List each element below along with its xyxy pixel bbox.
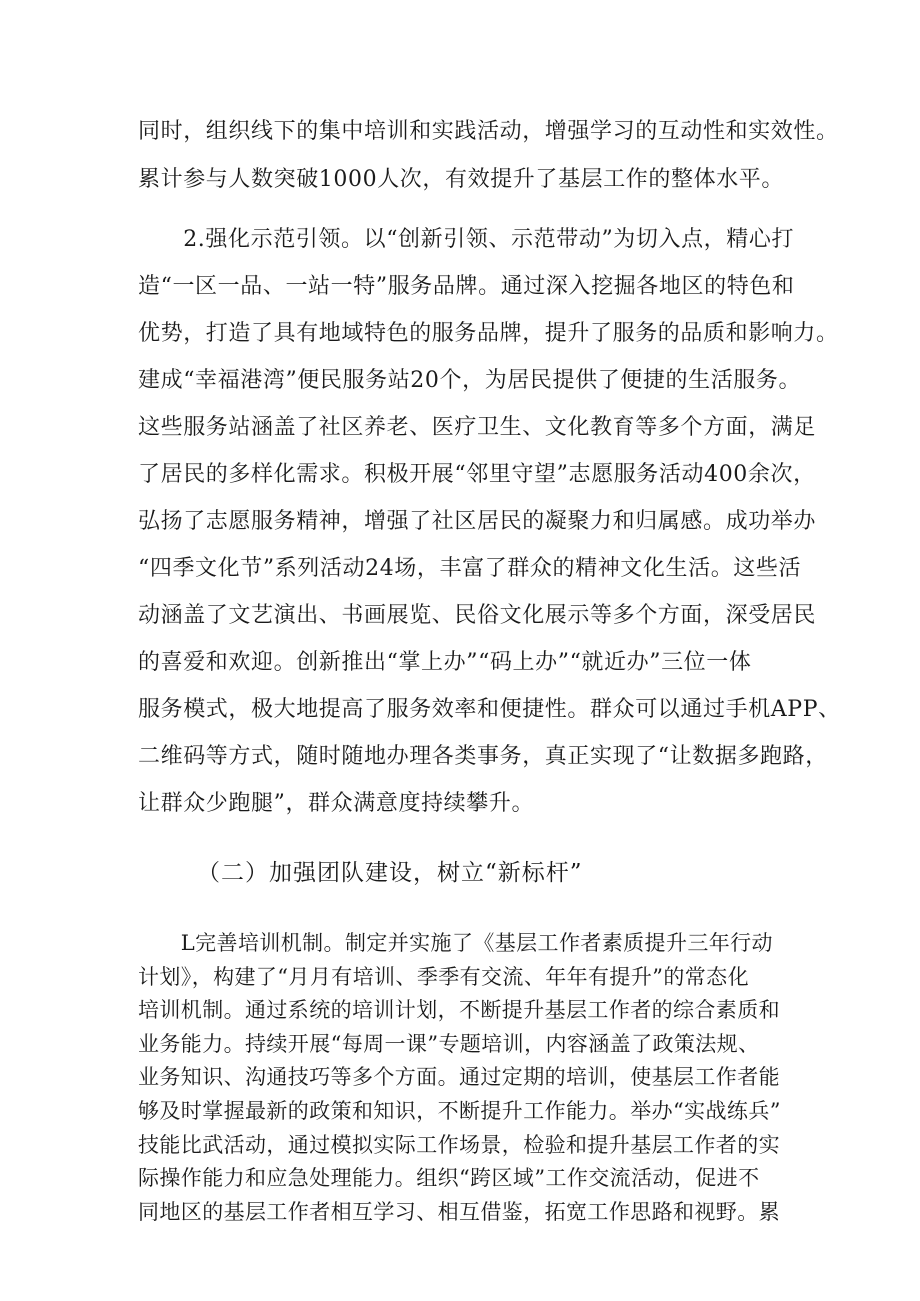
text-line: 同时，组织线下的集中培训和实践活动，增强学习的互动性和实效性。 [138, 119, 839, 144]
text-line: 2.强化示范引领。以“创新引领、示范带动”为切入点，精心打 [138, 227, 795, 252]
text-line: 动涵盖了文艺演出、书画展览、民俗文化展示等多个方面，深受居民 [138, 603, 817, 628]
text-line: 够及时掌握最新的政策和知识，不断提升工作能力。举办“实战练兵” [138, 1099, 781, 1123]
text-line: 同地区的基层工作者相互学习、相互借鉴，拓宽工作思路和视野。累 [138, 1200, 780, 1224]
text-line: 建成“幸福港湾”便民服务站20个，为居民提供了便捷的生活服务。 [138, 368, 802, 393]
text-line: 让群众少跑腿”，群众满意度持续攀升。 [138, 791, 535, 816]
text-line: L完善培训机制。制定并实施了《基层工作者素质提升三年行动 [138, 931, 773, 955]
text-line: 二维码等方式，随时随地办理各类事务，真正实现了“让数据多跑路， [138, 744, 828, 769]
text-line: 优势，打造了具有地域特色的服务品牌，提升了服务的品质和影响力。 [138, 321, 839, 346]
text-line: 弘扬了志愿服务精神，增强了社区居民的凝聚力和归属感。成功举办 [138, 509, 817, 534]
text-line: 业务知识、沟通技巧等多个方面。通过定期的培训，使基层工作者能 [138, 1065, 780, 1089]
text-line: 培训机制。通过系统的培训计划，不断提升基层工作者的综合素质和 [138, 998, 780, 1022]
text-line: 造“一区一品、一站一特”服务品牌。通过深入挖掘各地区的特色和 [138, 274, 795, 299]
section-heading: （二）加强团队建设，树立“新标杆” [197, 860, 583, 886]
text-line: “四季文化节”系列活动24场，丰富了群众的精神文化生活。这些活 [138, 556, 802, 581]
text-line: 技能比武活动，通过模拟实际工作场景，检验和提升基层工作者的实 [138, 1133, 780, 1157]
text-line: 累计参与人数突破1000人次，有效提升了基层工作的整体水平。 [138, 167, 784, 192]
text-line: 了居民的多样化需求。积极开展“邻里守望”志愿服务活动400余次， [138, 462, 816, 487]
text-line: 际操作能力和应急处理能力。组织“跨区域”工作交流活动，促进不 [138, 1166, 760, 1190]
text-line: 业务能力。持续开展“每周一课”专题培训，内容涵盖了政策法规、 [138, 1032, 760, 1056]
text-line: 服务模式，极大地提高了服务效率和便捷性。群众可以通过手机APP、 [138, 697, 841, 722]
text-line: 的喜爱和欢迎。创新推出“掌上办”“码上办”“就近办”三位一体 [138, 650, 752, 675]
text-line: 计划》，构建了“月月有培训、季季有交流、年年有提升”的常态化 [138, 965, 749, 989]
text-line: 这些服务站涵盖了社区养老、医疗卫生、文化教育等多个方面，满足 [138, 415, 817, 440]
